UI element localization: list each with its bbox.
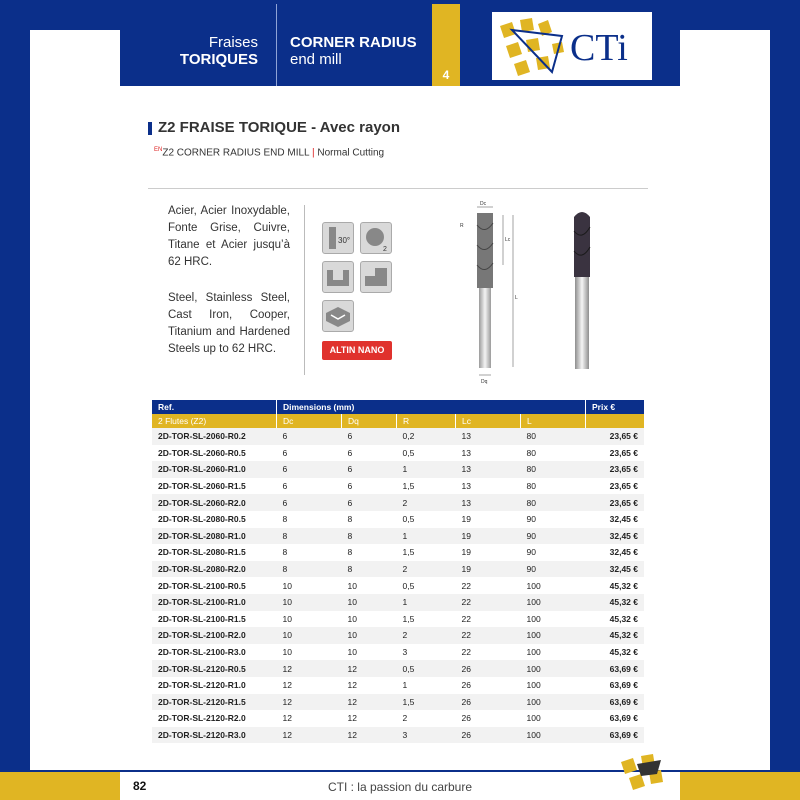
cell-price: 23,65 € [609, 497, 638, 508]
helix-angle-icon [322, 222, 354, 254]
cell-lc: 22 [461, 647, 471, 658]
cell-r: 1 [402, 464, 408, 475]
cell-dc: 12 [282, 663, 292, 674]
col-flutes: 2 Flutes (Z2) [152, 414, 277, 428]
cell-l: 100 [526, 663, 541, 674]
cell-dq: 10 [347, 630, 357, 641]
carbide-inserts-icon [615, 752, 670, 797]
label-r: R [460, 223, 464, 229]
section-tab [432, 4, 460, 86]
cell-l: 100 [526, 696, 541, 707]
cell-price: 63,69 € [609, 729, 638, 740]
cell-l: 100 [526, 630, 541, 641]
table-subheader-row [152, 414, 644, 428]
cell-dq: 12 [347, 680, 357, 691]
title-marker [148, 122, 152, 135]
cell-dc: 8 [282, 564, 288, 575]
cell-r: 0,5 [402, 580, 415, 591]
cell-dc: 10 [282, 613, 292, 624]
col-r: R [397, 414, 456, 428]
category-en-line1: CORNER RADIUS [290, 34, 417, 51]
cell-ref: 2D-TOR-SL-2120-R1.0 [158, 680, 246, 691]
category-en-line2: end mill [290, 51, 342, 68]
cell-lc: 19 [461, 514, 471, 525]
cell-lc: 22 [461, 597, 471, 608]
cell-ref: 2D-TOR-SL-2120-R3.0 [158, 729, 246, 740]
cell-dq: 10 [347, 613, 357, 624]
product-subtitle [154, 147, 384, 158]
cell-r: 1,5 [402, 696, 415, 707]
cell-r: 1 [402, 680, 408, 691]
table-row [152, 727, 644, 744]
cell-lc: 13 [461, 481, 471, 492]
cell-lc: 19 [461, 530, 471, 541]
cell-l: 100 [526, 580, 541, 591]
table-row [152, 694, 644, 711]
logo-text: CTi [570, 27, 628, 69]
table-row [152, 528, 644, 545]
cell-r: 1,5 [402, 613, 415, 624]
col-ref: Ref. [152, 400, 277, 414]
label-dq: Dq [481, 379, 488, 385]
cell-ref: 2D-TOR-SL-2060-R0.5 [158, 447, 246, 458]
table-body [152, 428, 644, 743]
cell-dc: 6 [282, 431, 288, 442]
cell-dq: 10 [347, 580, 357, 591]
cell-price: 45,32 € [609, 613, 638, 624]
page-number: 82 [133, 779, 147, 793]
cell-r: 1 [402, 597, 408, 608]
cell-r: 2 [402, 497, 408, 508]
cell-l: 80 [526, 481, 536, 492]
cell-price: 63,69 € [609, 680, 638, 691]
cell-dq: 10 [347, 597, 357, 608]
cell-ref: 2D-TOR-SL-2060-R1.0 [158, 464, 246, 475]
cell-lc: 13 [461, 447, 471, 458]
col-l: L [521, 414, 586, 428]
cell-dc: 6 [282, 447, 288, 458]
cell-ref: 2D-TOR-SL-2120-R2.0 [158, 713, 246, 724]
cell-dc: 8 [282, 514, 288, 525]
cell-dq: 6 [347, 464, 353, 475]
subtitle-en: Z2 CORNER RADIUS END MILL [162, 147, 310, 159]
cell-lc: 26 [461, 680, 471, 691]
cell-l: 90 [526, 530, 536, 541]
description-fr: Acier, Acier Inoxydable, Fonte Grise, Cuivre, Titane et Acier jusqu’à 62 HRC. [168, 205, 290, 268]
cell-ref: 2D-TOR-SL-2080-R2.0 [158, 564, 246, 575]
cell-dc: 10 [282, 597, 292, 608]
cell-r: 1,5 [402, 547, 415, 558]
cell-l: 90 [526, 547, 536, 558]
cell-dq: 6 [347, 497, 353, 508]
cell-dq: 6 [347, 431, 353, 442]
table-row [152, 494, 644, 511]
footer-tagline: CTI : la passion du carbure [327, 780, 473, 794]
cell-ref: 2D-TOR-SL-2120-R0.5 [158, 663, 246, 674]
cell-dc: 6 [282, 481, 288, 492]
category-fr-line2: TORIQUES [179, 51, 258, 68]
cell-dc: 10 [282, 580, 292, 591]
cell-dc: 12 [282, 680, 292, 691]
table-row [152, 478, 644, 495]
cell-l: 90 [526, 564, 536, 575]
cell-r: 0,5 [402, 663, 415, 674]
category-fr-line1: Fraises [208, 34, 258, 51]
cell-dq: 12 [347, 696, 357, 707]
cell-ref: 2D-TOR-SL-2100-R0.5 [158, 580, 246, 591]
cell-dc: 8 [282, 547, 288, 558]
col-dc: Dc [277, 414, 342, 428]
cell-price: 32,45 € [609, 547, 638, 558]
cell-dc: 8 [282, 530, 288, 541]
table-row [152, 544, 644, 561]
cell-ref: 2D-TOR-SL-2100-R1.5 [158, 613, 246, 624]
category-en [290, 34, 417, 68]
cell-dc: 10 [282, 630, 292, 641]
table-row [152, 627, 644, 644]
cell-l: 80 [526, 447, 536, 458]
pocketing-icon [322, 300, 354, 332]
cell-lc: 13 [461, 464, 471, 475]
table-row [152, 611, 644, 628]
cell-dc: 12 [282, 696, 292, 707]
cell-dc: 6 [282, 464, 288, 475]
cell-ref: 2D-TOR-SL-2060-R1.5 [158, 481, 246, 492]
section-number: 4 [442, 68, 450, 82]
cell-dc: 12 [282, 713, 292, 724]
cell-r: 1,5 [402, 481, 415, 492]
cell-l: 100 [526, 647, 541, 658]
cell-ref: 2D-TOR-SL-2060-R0.2 [158, 431, 246, 442]
cell-l: 90 [526, 514, 536, 525]
cell-dq: 8 [347, 514, 353, 525]
table-row [152, 428, 644, 445]
cell-lc: 13 [461, 497, 471, 508]
cell-ref: 2D-TOR-SL-2100-R3.0 [158, 647, 246, 658]
page-header [120, 4, 680, 86]
table-row [152, 660, 644, 677]
cell-dq: 8 [347, 564, 353, 575]
cell-price: 32,45 € [609, 514, 638, 525]
cell-price: 63,69 € [609, 713, 638, 724]
cell-dq: 8 [347, 530, 353, 541]
cti-logo [492, 12, 652, 80]
cell-dq: 12 [347, 729, 357, 740]
cell-price: 45,32 € [609, 597, 638, 608]
header-divider [276, 4, 277, 86]
side-milling-icon [360, 261, 392, 293]
table-row [152, 577, 644, 594]
cell-lc: 22 [461, 630, 471, 641]
end-mill-photo [560, 205, 605, 375]
cell-lc: 22 [461, 613, 471, 624]
cell-l: 80 [526, 431, 536, 442]
col-lc: Lc [456, 414, 521, 428]
cell-lc: 26 [461, 663, 471, 674]
cell-l: 80 [526, 464, 536, 475]
dimensions-table [152, 400, 644, 743]
cell-l: 100 [526, 613, 541, 624]
label-l: L [515, 295, 518, 301]
product-title: Z2 FRAISE TORIQUE - Avec rayon [158, 119, 400, 136]
cell-price: 63,69 € [609, 663, 638, 674]
cell-r: 3 [402, 729, 408, 740]
flute-count-icon [360, 222, 392, 254]
cell-ref: 2D-TOR-SL-2100-R2.0 [158, 630, 246, 641]
table-row [152, 677, 644, 694]
table-row [152, 594, 644, 611]
cell-dq: 12 [347, 663, 357, 674]
cell-ref: 2D-TOR-SL-2060-R2.0 [158, 497, 246, 508]
cell-lc: 19 [461, 564, 471, 575]
helix-angle-label: 30° [338, 236, 351, 245]
cell-price: 63,69 € [609, 696, 638, 707]
cell-r: 3 [402, 647, 408, 658]
cell-ref: 2D-TOR-SL-2100-R1.0 [158, 597, 246, 608]
col-dimensions: Dimensions (mm) [277, 400, 586, 414]
category-fr [120, 34, 258, 68]
cell-lc: 13 [461, 431, 471, 442]
cell-r: 2 [402, 630, 408, 641]
col-price-blank [586, 414, 645, 428]
cell-lc: 26 [461, 713, 471, 724]
cell-r: 1 [402, 530, 408, 541]
description-en: Steel, Stainless Steel, Cast Iron, Cooper, Titanium and Hardened Steels up to 62 HRC. [168, 292, 290, 355]
table-row [152, 445, 644, 462]
cell-r: 0,2 [402, 431, 415, 442]
table-row [152, 644, 644, 661]
cell-lc: 26 [461, 729, 471, 740]
cell-price: 23,65 € [609, 447, 638, 458]
cell-dc: 10 [282, 647, 292, 658]
cell-ref: 2D-TOR-SL-2080-R0.5 [158, 514, 246, 525]
cell-l: 100 [526, 597, 541, 608]
table-row [152, 461, 644, 478]
cell-price: 23,65 € [609, 431, 638, 442]
flute-count-label: 2 [383, 246, 387, 253]
cell-ref: 2D-TOR-SL-2080-R1.0 [158, 530, 246, 541]
end-mill-drawing [455, 195, 525, 385]
slotting-icon [322, 261, 354, 293]
cell-dq: 12 [347, 713, 357, 724]
cell-price: 45,32 € [609, 580, 638, 591]
cell-dc: 12 [282, 729, 292, 740]
cell-price: 23,65 € [609, 464, 638, 475]
cutting-type: Normal Cutting [317, 147, 385, 159]
vertical-divider [304, 205, 305, 375]
divider-line [148, 188, 648, 189]
cell-dq: 10 [347, 647, 357, 658]
cell-l: 100 [526, 680, 541, 691]
cell-r: 0,5 [402, 447, 415, 458]
cell-dq: 6 [347, 447, 353, 458]
label-dc: Dc [480, 201, 487, 207]
cell-lc: 22 [461, 580, 471, 591]
lang-tag: EN [154, 147, 163, 153]
cell-dq: 8 [347, 547, 353, 558]
table-row [152, 710, 644, 727]
col-dq: Dq [342, 414, 397, 428]
subtitle-separator: | [312, 147, 315, 159]
col-price: Prix € [586, 400, 645, 414]
cell-ref: 2D-TOR-SL-2080-R1.5 [158, 547, 246, 558]
cell-r: 0,5 [402, 514, 415, 525]
cell-price: 32,45 € [609, 564, 638, 575]
cell-dq: 6 [347, 481, 353, 492]
cell-price: 45,32 € [609, 647, 638, 658]
cell-lc: 26 [461, 696, 471, 707]
cell-price: 45,32 € [609, 630, 638, 641]
cell-price: 32,45 € [609, 530, 638, 541]
label-lc: Lc [505, 237, 511, 243]
cell-price: 23,65 € [609, 481, 638, 492]
cell-r: 2 [402, 713, 408, 724]
cell-r: 2 [402, 564, 408, 575]
table-row [152, 511, 644, 528]
cell-lc: 19 [461, 547, 471, 558]
cell-ref: 2D-TOR-SL-2120-R1.5 [158, 696, 246, 707]
cell-l: 100 [526, 729, 541, 740]
cell-dc: 6 [282, 497, 288, 508]
cell-l: 100 [526, 713, 541, 724]
cell-l: 80 [526, 497, 536, 508]
table-header-row [152, 400, 644, 414]
coating-badge: ALTIN NANO [322, 341, 392, 360]
table-row [152, 561, 644, 578]
